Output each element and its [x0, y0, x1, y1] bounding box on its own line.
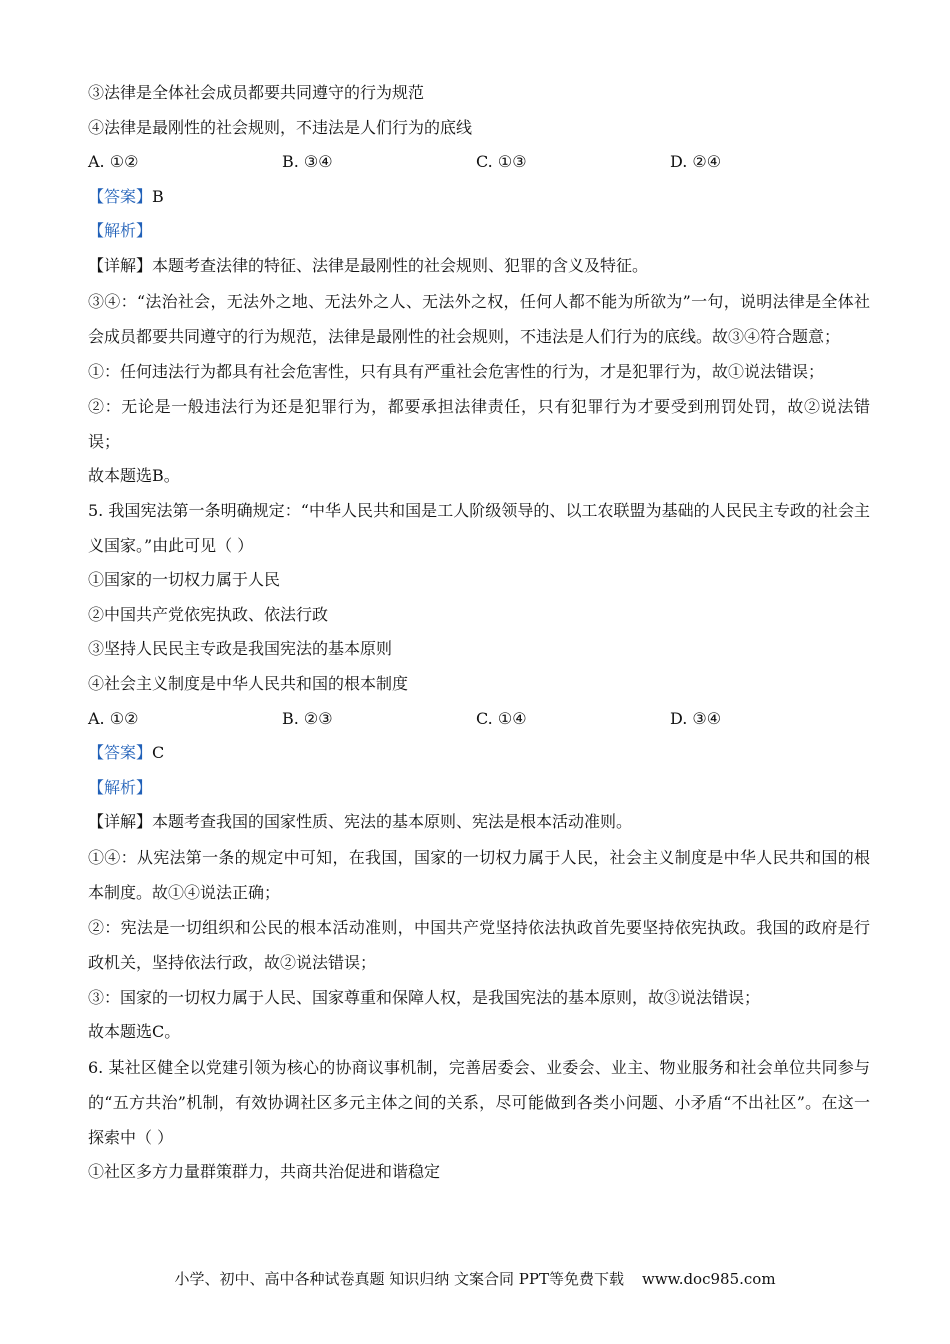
q4-answer-value: B [152, 186, 164, 206]
answer-tag: 【答案】 [88, 186, 153, 206]
document-body [88, 76, 870, 1189]
q5-explain-2: ②：宪法是一切组织和公民的根本活动准则，中国共产党坚持依法执政首先要坚持依宪执政。我国的政府是行政机关，坚持依法行政，故②说法错误； [88, 917, 870, 972]
q5-option-c: C. ①④ [476, 708, 527, 728]
q4-analysis-tag: 【解析】 [88, 221, 153, 241]
q6-item-1: ①社区多方力量群策群力，共商共治促进和谐稳定 [88, 1161, 441, 1181]
q4-option-b: B. ③④ [282, 152, 333, 172]
q4-option-c: C. ①③ [476, 152, 527, 172]
q5-answer [88, 736, 870, 771]
q4-options [88, 145, 870, 180]
q5-option-a: A. ①② [88, 708, 139, 728]
q5-explain-3: ③：国家的一切权力属于人民、国家尊重和保障人权，是我国宪法的基本原则，故③说法错误； [88, 987, 761, 1007]
q4-explain-1: ③④：“法治社会，无法外之地、无法外之人、无法外之权，任何人都不能为所欲为”一句，说明法律是全体社会成员都要共同遵守的行为规范，法律是最刚性的社会规则，不违法是人们行为的底线。故③④符合题意； [88, 291, 870, 346]
answer-tag: 【答案】 [88, 743, 153, 763]
page-footer [0, 1268, 950, 1289]
q5-options [88, 702, 870, 737]
q5-stem: 5. 我国宪法第一条明确规定：“中华人民共和国是工人阶级领导的、以工农联盟为基础的人民民主专政的社会主义国家。”由此可见（ ） [88, 501, 870, 556]
q4-conclusion: 故本题选B。 [88, 465, 180, 485]
q4-explain-2: ①：任何违法行为都具有社会危害性，只有具有严重社会危害性的行为，才是犯罪行为，故①说法错误； [88, 361, 825, 381]
q4-answer [88, 180, 870, 215]
q4-item-3: ③法律是全体社会成员都要共同遵守的行为规范 [88, 83, 425, 102]
q5-item-2: ②中国共产党依宪执政、依法行政 [88, 604, 329, 624]
q5-answer-value: C [152, 743, 165, 763]
q5-option-d: D. ③④ [670, 708, 722, 728]
q4-item-4: ④法律是最刚性的社会规则，不违法是人们行为的底线 [88, 117, 473, 137]
q5-option-b: B. ②③ [282, 708, 333, 728]
q4-explain-3: ②：无论是一般违法行为还是犯罪行为，都要承担法律责任，只有犯罪行为才要受到刑罚处罚，故②说法错误； [88, 396, 870, 451]
footer-text: 小学、初中、高中各种试卷真题 知识归纳 文案合同 PPT等免费下载 [174, 1270, 624, 1288]
q4-option-d: D. ②④ [670, 152, 722, 172]
q6-stem: 6. 某社区健全以党建引领为核心的协商议事机制，完善居委会、业委会、业主、物业服务和社会单位共同参与的“五方共治”机制，有效协调社区多元主体之间的关系，尽可能做到各类小问题、小矛盾“不出社区”。在这一探索中（ ） [88, 1057, 870, 1147]
footer-url[interactable]: www.doc985.com [641, 1270, 776, 1288]
q5-item-1: ①国家的一切权力属于人民 [88, 570, 281, 590]
q5-explain-1: ①④：从宪法第一条的规定中可知，在我国，国家的一切权力属于人民，社会主义制度是中华人民共和国的根本制度。故①④说法正确； [88, 847, 870, 902]
q5-analysis-tag: 【解析】 [88, 777, 153, 797]
q5-item-4: ④社会主义制度是中华人民共和国的根本制度 [88, 673, 409, 693]
q5-conclusion: 故本题选C。 [88, 1021, 181, 1041]
q4-option-a: A. ①② [88, 152, 139, 172]
q4-detail: 【详解】本题考查法律的特征、法律是最刚性的社会规则、犯罪的含义及特征。 [88, 255, 649, 275]
q5-detail: 【详解】本题考查我国的国家性质、宪法的基本原则、宪法是根本活动准则。 [88, 812, 633, 832]
q5-item-3: ③坚持人民民主专政是我国宪法的基本原则 [88, 639, 393, 659]
